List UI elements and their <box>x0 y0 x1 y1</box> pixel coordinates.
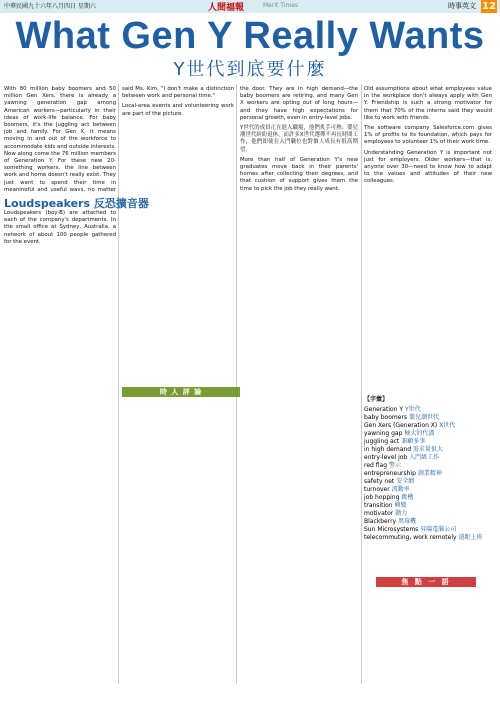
vocabulary-term: Sun Microsystems <box>364 526 419 533</box>
vocabulary-item <box>364 454 490 462</box>
issue-date: 中華民國九十六年八月四日 星期六 <box>4 3 96 10</box>
vocabulary-term: Generation Y <box>364 406 404 413</box>
article-column-2 <box>122 86 234 191</box>
vocabulary-item <box>364 406 490 414</box>
column-divider <box>236 84 237 684</box>
section-subhead: Loudspeakers 反恐擴音器 <box>4 197 149 210</box>
page-header <box>0 0 500 13</box>
vocabulary-translation: 流動率 <box>391 486 410 493</box>
paragraph: Old assumptions about what employees value in the workplace don't always apply with Gen Y. Friendship is such a strong motivator for them that 70% of the interns said they would like to work with friends. <box>364 86 492 121</box>
newspaper-english-name: Merit Times <box>263 2 299 9</box>
article-column-4 <box>364 86 492 391</box>
paragraph: said Ms. Kim. "I don't make a distinction between work and personal time." <box>122 86 234 100</box>
vocabulary-term: transition <box>364 502 393 509</box>
vocabulary-translation: 需求量很大 <box>412 446 443 453</box>
vocabulary-list <box>364 406 490 542</box>
vocabulary-translation: 轉變 <box>394 502 407 509</box>
vocabulary-translation: 動力 <box>395 510 408 517</box>
vocabulary-item <box>364 422 490 430</box>
vocabulary-term: baby boomers <box>364 414 408 421</box>
focus-heading: 焦 點 一 語 <box>376 577 476 587</box>
vocabulary-translation: Y世代 <box>404 406 421 413</box>
column-divider <box>361 84 362 684</box>
paragraph: Understanding Generation Y is important not just for employers. Older workers—that is, anyone over 30—need to know how to adapt to the values and attitudes of their new colleagues. <box>364 149 492 185</box>
vocabulary-term: telecommuting, work remotely <box>364 534 457 541</box>
vocabulary-item <box>364 502 490 510</box>
vocabulary-term: juggling act <box>364 438 400 445</box>
paragraph: Loudspeakers (boy-B) are attached to each of the company's departments. In the small office at Sydney, Australia, a network of about 100 people gathered for the event. <box>4 210 116 245</box>
vocabulary-item <box>364 430 490 438</box>
article-column-1 <box>4 86 116 191</box>
vocabulary-item <box>364 486 490 494</box>
paragraph: the door. They are in high demand—the baby boomers are retiring, and many Gen X workers are opting out of long hours—and they have high expectations for personal growth, even in entry-level jobs. <box>240 86 358 121</box>
vocabulary-term: yawning gap <box>364 430 403 437</box>
vocabulary-item <box>364 414 490 422</box>
vocabulary-term: Blackberry <box>364 518 397 525</box>
vocabulary-translation: 昇陽電腦公司 <box>420 526 457 533</box>
vocabulary-item <box>364 526 490 534</box>
paragraph: With 80 million baby boomers and 50 million Gen Xers, there is already a yawning generation gap among American workers—particularly in their ideas of work-life balance. For baby boomers, it's the juggling act between job and family. For Gen X, it means moving in and out of the workforce to accommodate kids and outside interests. Now along come the 76 million members of Generation Y. For these new 20-something workers, the line between work and home doesn't really exist. They just want to spend their time in meaningful and useful ways, no matter <box>4 86 116 191</box>
vocabulary-translation: 警示 <box>388 462 401 469</box>
vocabulary-translation: 入門級工作 <box>409 454 440 461</box>
vocabulary-term: motivator <box>364 510 394 517</box>
vocabulary-translation: 兼顧多事 <box>401 438 426 445</box>
column-divider <box>118 84 119 684</box>
vocabulary-translation: X世代 <box>439 422 456 429</box>
vocabulary-item <box>364 470 490 478</box>
vocabulary-term: entry-level job <box>364 454 408 461</box>
vocabulary-translation: 創業精神 <box>417 470 442 477</box>
article-column-1b <box>4 210 116 690</box>
vocabulary-item <box>364 438 490 446</box>
vocabulary-term: Gen Xers (Generation X) <box>364 422 438 429</box>
vocabulary-item <box>364 494 490 502</box>
vocabulary-translation: 黑莓機 <box>398 518 417 525</box>
vocabulary-translation: 極大的代溝 <box>404 430 435 437</box>
vocabulary-item <box>364 534 490 542</box>
article-subtitle: Y世代到底要什麼 <box>173 59 327 80</box>
vocabulary-term: turnover <box>364 486 390 493</box>
paragraph: The software company Salesforce.com gives 1% of profits to its foundation, which pays for employees to volunteer 1% of their work time. <box>364 125 492 146</box>
vocabulary-item <box>364 518 490 526</box>
page-number: 12 <box>482 1 496 12</box>
vocabulary-item <box>364 462 490 470</box>
newspaper-logo: 人間福報 <box>208 3 245 13</box>
commentary-box-heading: 時 人 評 論 <box>122 387 240 397</box>
vocabulary-term: in high demand <box>364 446 411 453</box>
vocabulary-item <box>364 478 490 486</box>
section-name: 時事英文 <box>448 2 476 10</box>
vocabulary-translation: 嬰兒潮世代 <box>408 414 439 421</box>
paragraph: Local-area events and volunteering work are part of the picture. <box>122 103 234 117</box>
vocabulary-term: red flag <box>364 462 388 469</box>
vocabulary-item <box>364 446 490 454</box>
vocabulary-translation: 安全網 <box>396 478 415 485</box>
article-title: What Gen Y Really Wants <box>15 15 485 57</box>
paragraph: Y世代的成員正在進入職場，他們炙手可熱；嬰兒潮世代紛紛退休，而許多X世代選擇不再長時間工作，他們即使在入門職位也對個人成長有很高期望。 <box>240 125 358 153</box>
vocabulary-term: entrepreneurship <box>364 470 416 477</box>
paragraph: More than half of Generation Y's new graduates move back in their parents' homes after collecting their degrees, and that cushion of support gives them the time to pick the job they really want. <box>240 156 358 192</box>
article-column-3 <box>240 86 358 686</box>
vocabulary-box <box>364 396 490 542</box>
vocabulary-translation: 遠距上班 <box>458 534 483 541</box>
vocabulary-heading: 【字彙】 <box>364 396 389 403</box>
vocabulary-translation: 跳槽 <box>401 494 414 501</box>
vocabulary-term: job hopping <box>364 494 400 501</box>
vocabulary-item <box>364 510 490 518</box>
vocabulary-term: safety net <box>364 478 395 485</box>
